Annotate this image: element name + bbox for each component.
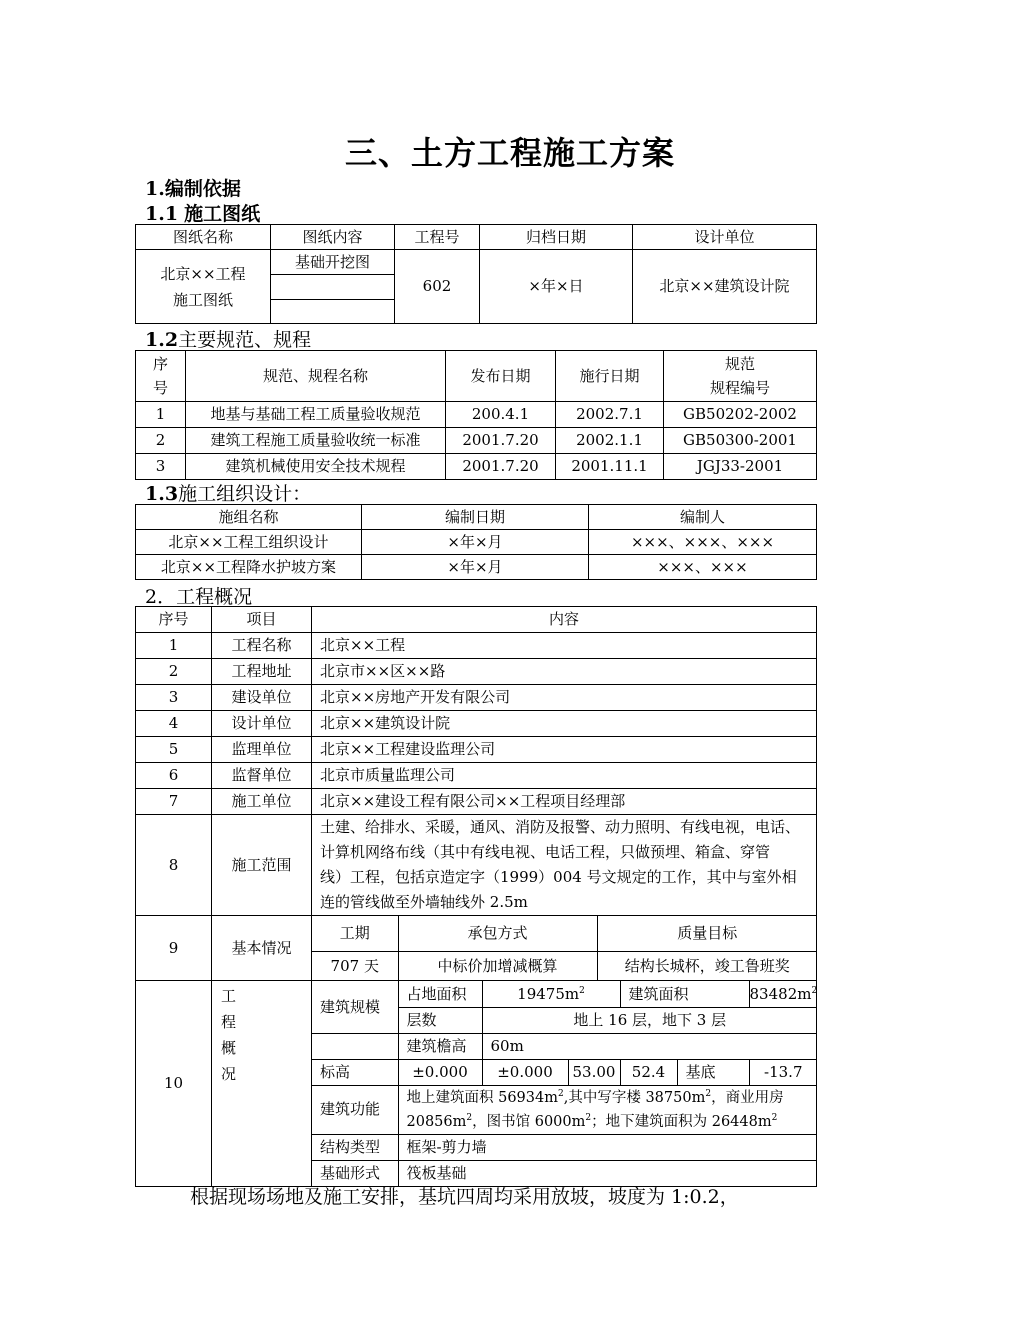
table-row: 4 设计单位 北京××建筑设计院 [136,711,817,737]
table-row: 北京××工程工组织设计 ×年×月 ×××、×××、××× [136,530,817,555]
drawing-content: 基础开挖图 [271,250,395,275]
eaves-value: 60m [482,1033,817,1059]
scale-label: 建筑规模 [312,981,398,1033]
foundation-value: 筏板基础 [406,1164,467,1183]
header-cell: 设计单位 [633,225,817,250]
table-row: 8 施工范围 土建、给排水、采暖，通风、消防及报警、动力照明、有线电视，电话、 计算机网络布线（其中有线电视、电话工程，只做预埋、箱盒、穿管 线）工程，包括京造定字（1999）004 号文规定的工作，其中与室外相 连的管线做至外墙轴线外 2.5m [136,815,817,916]
section-1-1-heading: 1.1 施工图纸 [145,203,261,225]
header-cell: 项目 [212,607,312,633]
project-number: 602 [395,250,480,324]
header-cell: 施组名称 [136,505,362,530]
standards-table [135,350,817,480]
header-cell: 编制日期 [362,505,589,530]
table-row: 7 施工单位 北京××建设工程有限公司××工程项目经理部 [136,789,817,815]
floors-value: 地上 16 层，地下 3 层 [482,1007,817,1033]
header-cell: 规范、规程名称 [186,351,446,402]
header-cell: 编制人 [589,505,817,530]
function-value: 地上建筑面积 $56934m^2$,其中写字楼 $38750m^2$，商业用房 $20856m^2$，图书馆 $6000m^2$；地下建筑面积为 $26448m^2$ [398,1085,817,1134]
contract-value: 中标价加增减概算 [398,951,597,980]
header-cell: 归档日期 [480,225,633,250]
general-detail-table: 建筑规模 占地面积 $19475m^2$ 建筑面积 $83482m^2$ 层数 地上 16 层，地下 3 层 建筑檐高 60m 标高 ±0.000 ±0.000 53.00 52.4 基底 -13.7 建筑功能 地上建筑面积 $56934m^2$,其中写字楼 $38750m^2$，商业用房 $20856m^2$，图书馆 $6000m^2$；地下建筑面积为 $26448m^2$ 结构类型 框架-剪力墙 基础形式 筏板基础 [312,981,817,1186]
section-1-heading: 1.编制依据 [145,178,241,200]
build-area-value: $83482m^2$ [749,981,817,1007]
drawing-name-cell: 北京××工程 施工图纸 [136,250,271,324]
table-row: 1 地基与基础工程工质量验收规范 200.4.1 2002.7.1 GB50202-2002 [136,402,817,428]
header-cell: 工程号 [395,225,480,250]
header-cell: 发布日期 [446,351,556,402]
header-cell: 规范 规程编号 [664,351,817,402]
section-1-3-heading: 1.3施工组织设计： [145,483,312,505]
general-item-label: 工 程 概 况 [212,981,312,1187]
body-paragraph: 根据现场场地及施工安排，基坑四周均采用放坡，坡度为 1:0.2， [190,1186,739,1208]
basic-header: 质量目标 [597,916,817,951]
table-row: 5 监理单位 北京××工程建设监理公司 [136,737,817,763]
empty-cell [271,275,395,300]
land-area-value: $19475m^2$ [482,981,620,1007]
table-row: 2 工程地址 北京市××区××路 [136,659,817,685]
basic-header: 工期 [312,916,398,951]
table-row: 6 监督单位 北京市质量监理公司 [136,763,817,789]
scope-content: 土建、给排水、采暖，通风、消防及报警、动力照明、有线电视，电话、 计算机网络布线（其中有线电视、电话工程，只做预埋、箱盒、穿管 线）工程，包括京造定字（1999）004 号文规定的工作，其中与室外相 连的管线做至外墙轴线外 2.5m [312,815,817,916]
header-cell: 施行日期 [556,351,664,402]
header-cell: 序 号 [136,351,186,402]
overview-table [135,606,817,1187]
header-cell: 图纸名称 [136,225,271,250]
basic-header: 承包方式 [398,916,597,951]
header-cell: 图纸内容 [271,225,395,250]
table-row: 3 建筑机械使用安全技术规程 2001.7.20 2001.11.1 JGJ33-2001 [136,454,817,480]
table-row: 10 工 程 概 况 建筑规模 占地面积 $19475m^2$ 建筑面积 $83482m^2$ 层数 地上 16 层，地下 3 层 建筑檐高 60m 标高 ±0.000 ±0.000 53.00 52.4 基底 -13.7 建筑功能 地上建筑面积 $56934m^2$,其中写字楼 $38750m^2$，商业用房 $20856m^2$，图书馆 $6000m^2$；地下建筑面积为 $26448m^2$ 结构类型 框架-剪力墙 基础形式 筏板基础 [136,981,817,1187]
table-row: 1 工程名称 北京××工程 [136,633,817,659]
drawings-table [135,224,817,324]
org-design-table [135,504,817,580]
empty-cell [271,300,395,324]
table-row: 2 建筑工程施工质量验收统一标准 2001.7.20 2002.1.1 GB50300-2001 [136,428,817,454]
structure-value: 框架-剪力墙 [398,1134,817,1160]
design-unit: 北京××建筑设计院 [633,250,817,324]
quality-value: 结构长城杯，竣工鲁班奖 [624,956,790,975]
section-1-2-heading: 1.2主要规范、规程 [145,329,312,351]
page-title: 三、土方工程施工方案 [344,134,675,172]
table-row: 3 建设单位 北京××房地产开发有限公司 [136,685,817,711]
table-row: 9 基本情况 工期 承包方式 质量目标 707 天 中标价加增减概算 结构长城杯，竣工鲁班奖 [136,916,817,981]
header-cell: 序号 [136,607,212,633]
header-cell: 内容 [312,607,817,633]
archive-date: ×年×日 [480,250,633,324]
period-value: 707 天 [312,951,398,980]
section-2-heading: 2．工程概况 [145,586,253,608]
table-row: 北京××工程降水护坡方案 ×年×月 ×××、××× [136,555,817,580]
